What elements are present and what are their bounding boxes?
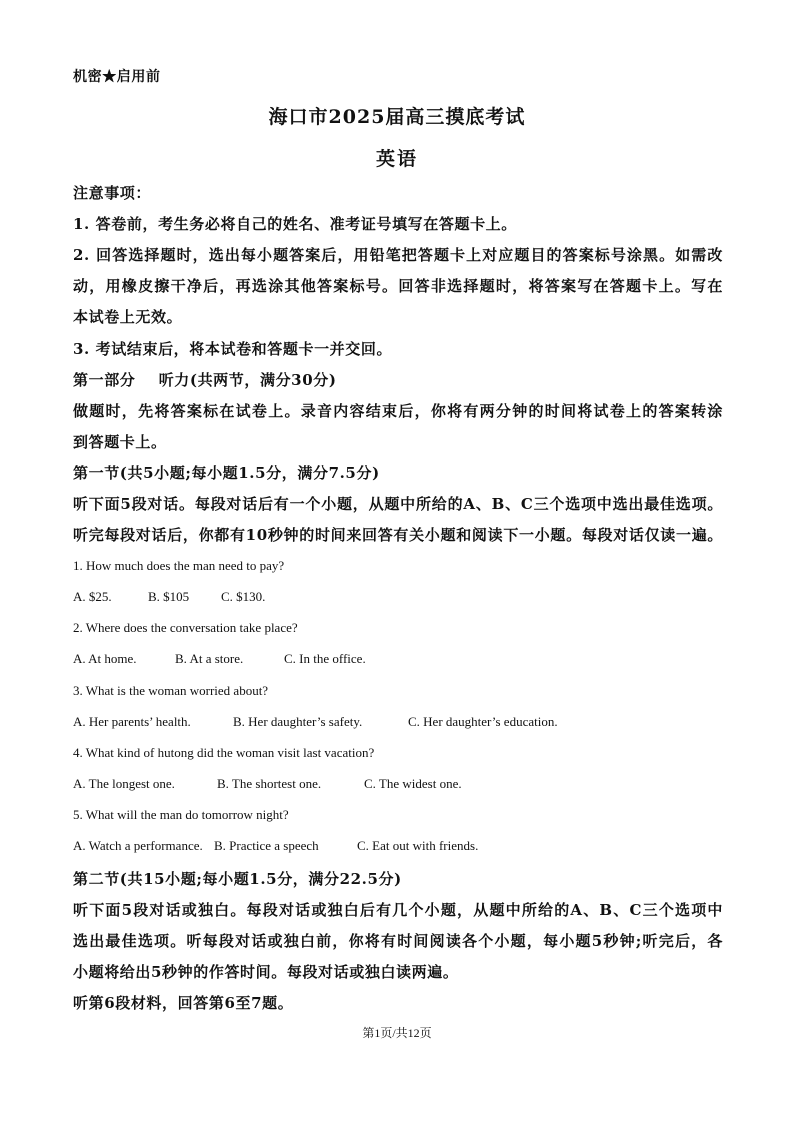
option-b: B. The shortest one. [217,776,322,791]
question-2: 2. Where does the conversation take place? [73,620,298,635]
option-c: C. Eat out with friends. [357,838,479,853]
option-c: C. The widest one. [364,776,462,791]
option-b: B. $105 [148,589,190,604]
notice-item-2-line-3: 本试卷上无效。 [73,308,183,326]
notice-item-2-line-1: 2. 回答选择题时，选出每小题答案后，用铅笔把答题卡上对应题目的答案标号涂黑。如需改 [73,246,723,264]
option-a: A. The longest one. [73,776,175,791]
question-4: 4. What kind of hutong did the woman visit last vacation? [73,745,375,760]
page-number: 第1页/共12页 [362,1026,432,1040]
section1-instruction-line-1: 听下面5段对话。每段对话后有一个小题，从题中所给的A、B、C三个选项中选出最佳选项。 [73,495,723,513]
option-c: C. In the office. [284,651,366,666]
question-3: 3. What is the woman worried about? [73,683,269,698]
question-5: 5. What will the man do tomorrow night? [73,807,289,822]
secret-mark: 机密★启用前 [73,69,161,85]
option-b: B. Practice a speech [214,838,319,853]
question-5-options [73,838,478,854]
part1-instruction-line-2: 到答题卡上。 [73,433,167,451]
option-b: B. At a store. [175,651,244,666]
subject-title: 英语 [375,148,418,170]
question-3-options [73,714,558,730]
option-b: B. Her daughter’s safety. [233,714,363,729]
part1-heading: 第一部分 听力(共两节，满分30分) [73,371,337,389]
option-a: A. At home. [73,651,137,666]
section2-instruction-line-1: 听下面5段对话或独白。每段对话或独白后有几个小题，从题中所给的A、B、C三个选项中 [73,901,723,919]
option-c: C. $130. [221,589,266,604]
material-6-instruction: 听第6段材料，回答第6至7题。 [73,994,294,1012]
section2-heading: 第二节(共15小题;每小题1.5分，满分22.5分) [73,870,402,888]
option-a: A. Her parents’ health. [73,714,191,729]
notice-item-3: 3. 考试结束后，将本试卷和答题卡一并交回。 [73,340,393,358]
section1-instruction-line-2: 听完每段对话后，你都有10秒钟的时间来回答有关小题和阅读下一小题。每段对话仅读一遍。 [73,526,723,544]
notice-heading: 注意事项： [73,184,152,202]
section2-instruction-line-2: 选出最佳选项。听每段对话或独白前，你将有时间阅读各个小题，每小题5秒钟;听完后，各 [73,932,723,950]
option-c: C. Her daughter’s education. [408,714,558,729]
section2-instruction-line-3: 小题将给出5秒钟的作答时间。每段对话或独白读两遍。 [73,963,459,981]
notice-item-2-line-2: 动，用橡皮擦干净后，再选涂其他答案标号。回答非选择题时，将答案写在答题卡上。写在 [73,277,723,295]
exam-title: 海口市2025届高三摸底考试 [268,106,526,128]
section1-heading: 第一节(共5小题;每小题1.5分，满分7.5分) [73,464,380,482]
question-1-options [73,589,265,605]
question-1: 1. How much does the man need to pay? [73,558,285,573]
notice-item-1: 1. 答卷前，考生务必将自己的姓名、准考证号填写在答题卡上。 [73,215,517,233]
option-a: A. Watch a performance. [73,838,203,853]
question-2-options [73,651,366,667]
option-a: A. $25. [73,589,112,604]
question-4-options [73,776,462,792]
part1-instruction-line-1: 做题时，先将答案标在试卷上。录音内容结束后，你将有两分钟的时间将试卷上的答案转涂 [73,402,723,420]
